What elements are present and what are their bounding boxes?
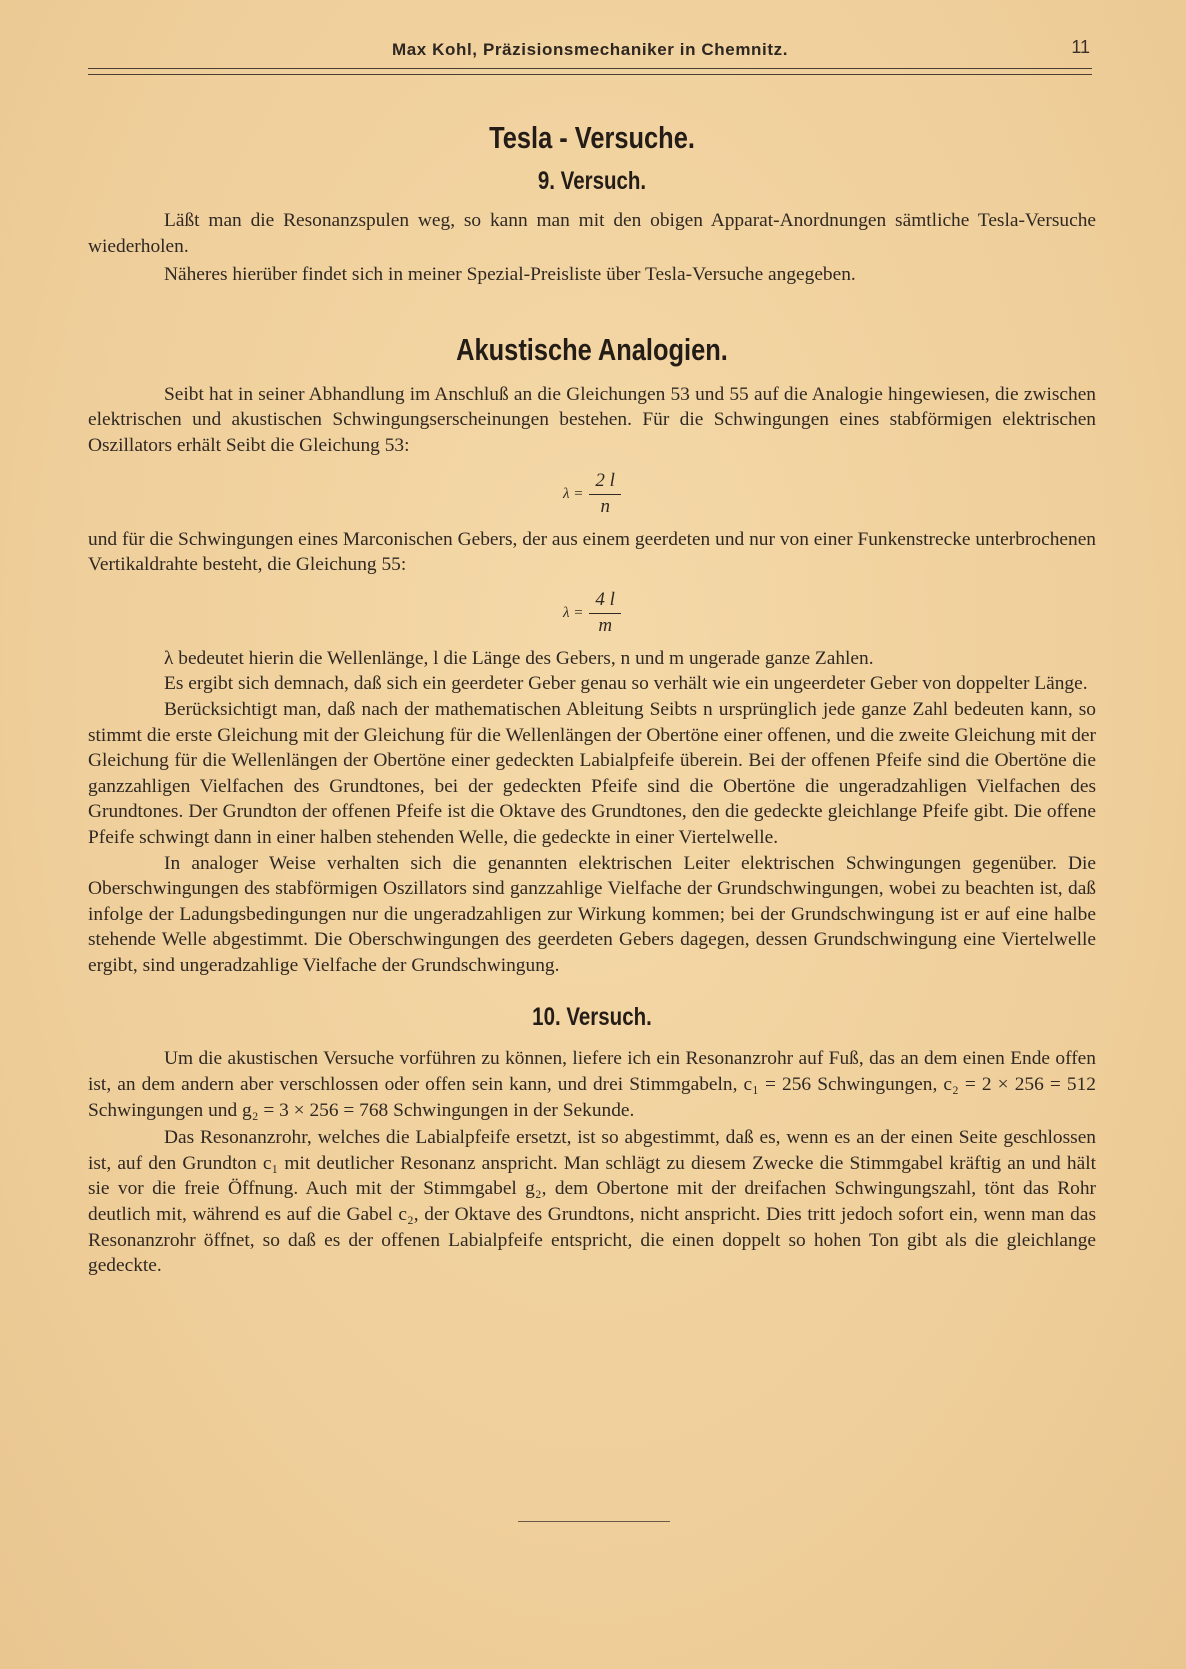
formula-lhs: λ =	[563, 605, 584, 622]
page-number: 11	[1071, 37, 1090, 57]
paragraph: Seibt hat in seiner Abhandlung im Anschluß an die Gleichungen 53 und 55 auf die Analogie hingewiesen, die zwischen elektrischen und akustischen Schwingungserscheinungen bestehen. Für die Schwingungen eines stabförmigen elektrischen Oszillators erhält Seibt die Gleichung 53:	[88, 383, 1096, 456]
page-body	[88, 118, 1096, 1279]
numerator: 4 l	[589, 589, 621, 614]
denominator: n	[600, 496, 610, 518]
paragraph: In analoger Weise verhalten sich die genannten elektrischen Leiter elektrischen Schwingungen gegenüber. Die Oberschwingungen des stabförmigen Oszillators sind ganzzahlige Vielfache der Grundschwingungen, wobei zu beachten ist, daß infolge der Ladungsbedingungen nur die ungeradzahligen zur Wirkung kommen; bei der Grundschwingung ist er auf eine halbe stehende Welle abgestimmt. Die Oberschwingungen des geerdeten Gebers dagegen, dessen Grundschwingung eine Viertelwelle ergibt, sind ungeradzahlige Vielfache der Grundschwingung.	[88, 852, 1096, 976]
formula-53	[88, 467, 1096, 523]
header-rule	[88, 68, 1092, 75]
heading-versuch-9: 9. Versuch.	[537, 167, 647, 195]
header-title: Max Kohl, Präzisionsmechaniker in Chemnitz.	[391, 40, 789, 59]
formula-55	[88, 586, 1096, 642]
paragraph: Läßt man die Resonanzspulen weg, so kann man mit den obigen Apparat-Anordnungen sämtliche Tesla-Versuche wiederholen.	[88, 210, 1096, 257]
denominator: m	[598, 615, 613, 637]
fraction	[589, 589, 621, 638]
paragraph: Näheres hierüber findet sich in meiner Spezial-Preisliste über Tesla-Versuche angegeben.	[164, 264, 856, 286]
formula-lhs: λ =	[563, 486, 584, 503]
heading-versuch-10: 10. Versuch.	[532, 1003, 652, 1032]
end-rule	[518, 1521, 670, 1522]
fraction	[589, 470, 621, 519]
heading-tesla: Tesla - Versuche.	[489, 120, 695, 155]
paragraph: Das Resonanzrohr, welches die Labialpfeife ersetzt, ist so abgestimmt, daß es, wenn es an der einen Seite geschlossen ist, auf den Grundton c₁ mit deutlicher Resonanz anspricht. Man schlägt zu diesem Zwecke die Stimmgabel kräftig an und hält sie vor die freie Öffnung. Auch mit der Stimmgabel g₂, dem Obertone mit der dreifachen Schwingungszahl, tönt das Rohr deutlich mit, während es auf die Gabel c₂, der Oktave des Grundtons, nicht anspricht. Dies tritt jedoch sofort ein, wenn man das Resonanzrohr öffnet, so daß es der offenen Labialpfeife entspricht, die einen doppelt so hohen Ton gibt als die gleichlange gedeckte.	[88, 1127, 1096, 1277]
heading-akustik: Akustische Analogien.	[456, 331, 728, 367]
page-header	[88, 36, 1092, 66]
numerator: 2 l	[589, 470, 621, 495]
paragraph: und für die Schwingungen eines Marconischen Gebers, der aus einem geerdeten und nur von einer Funkenstrecke unterbrochenen Vertikaldrahte besteht, die Gleichung 55:	[88, 528, 1096, 576]
paragraph: Berücksichtigt man, daß nach der mathematischen Ableitung Seibts n ursprünglich jede ganze Zahl bedeuten kann, so stimmt die erste Gleichung mit der Gleichung für die Wellenlängen der Obertöne einer offenen, und die zweite Gleichung mit der Gleichung für die Wellenlängen der Obertöne einer gedeckten Labialpfeife überein. Bei der offenen Pfeife sind die Obertöne die ganzzahligen Vielfachen des Grundtones, bei der gedeckten Pfeife sind die Obertöne die ungeradzahligen Vielfachen des Grundtones. Der Grundton der offenen Pfeife ist die Oktave des Grundtones, den die gedeckte gleichlange Pfeife gibt. Die offene Pfeife schwingt dann in einer halben stehenden Welle, die gedeckte in einer Viertelwelle.	[88, 698, 1096, 848]
paragraph: λ bedeutet hierin die Wellenlänge, l die Länge des Gebers, n und m ungerade ganze Zahlen.	[164, 647, 874, 669]
paragraph: Es ergibt sich demnach, daß sich ein geerdeter Geber genau so verhält wie ein ungeerdeter Geber von doppelter Länge.	[164, 673, 1088, 695]
paragraph: Um die akustischen Versuche vorführen zu können, liefere ich ein Resonanzrohr auf Fuß, das an dem einen Ende offen ist, an dem andern aber verschlossen oder offen sein kann, und drei Stimmgabeln, c₁ = 256 Schwingungen, c₂ = 2 × 256 = 512 Schwingungen und g₂ = 3 × 256 = 768 Schwingungen in der Sekunde.	[88, 1048, 1096, 1121]
